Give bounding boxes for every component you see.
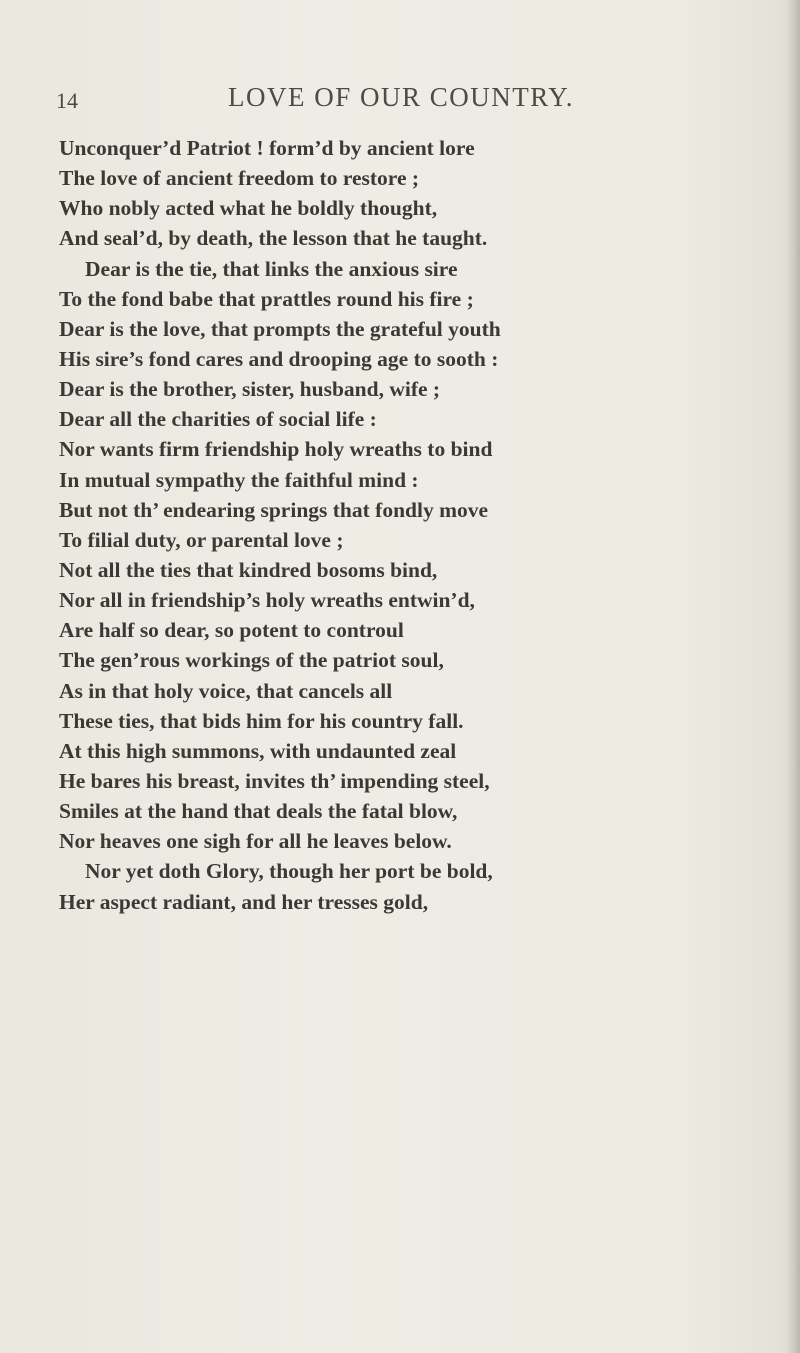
poem-line: Unconquer’d Patriot ! form’d by ancient lore <box>59 136 475 160</box>
poem-line: He bares his breast, invites th’ impending steel, <box>59 768 490 793</box>
poem-line: As in that holy voice, that cancels all <box>59 678 393 703</box>
poem-line: And seal’d, by death, the lesson that he taught. <box>59 226 488 251</box>
poem-line: Dear is the brother, sister, husband, wife ; <box>59 377 441 402</box>
poem-line: But not th’ endearing springs that fondly move <box>59 497 489 522</box>
page-edge-shadow <box>786 0 800 1353</box>
poem-line: Nor heaves one sigh for all he leaves below. <box>59 829 452 854</box>
poem-line: Nor yet doth Glory, though her port be bold, <box>85 859 493 884</box>
poem-line: These ties, that bids him for his country fall. <box>59 708 464 733</box>
running-title: LOVE OF OUR COUNTRY. <box>228 82 575 112</box>
poem-line: Nor all in friendship’s holy wreaths entwin’d, <box>59 588 475 613</box>
poem-line: At this high summons, with undaunted zeal <box>59 738 457 763</box>
poem-line: Who nobly acted what he boldly thought, <box>59 196 438 221</box>
poem-line: To the fond babe that prattles round his fire ; <box>59 286 474 311</box>
poem-line: Smiles at the hand that deals the fatal blow, <box>59 799 458 824</box>
poem-line: To filial duty, or parental love ; <box>59 527 344 552</box>
page-number: 14 <box>56 88 78 113</box>
poem-line: Not all the ties that kindred bosoms bind, <box>59 557 438 582</box>
poem-line: Dear is the love, that prompts the grateful youth <box>59 316 501 341</box>
poem-line: His sire’s fond cares and drooping age to sooth : <box>59 346 499 371</box>
poem-line: Nor wants firm friendship holy wreaths to bind <box>59 437 493 462</box>
poem-line: Dear all the charities of social life : <box>59 407 377 432</box>
page-header <box>56 82 616 122</box>
poem-line: The love of ancient freedom to restore ; <box>59 166 420 191</box>
poem-line: The gen’rous workings of the patriot soul, <box>59 648 444 673</box>
poem-text <box>59 133 759 917</box>
poem-line: Her aspect radiant, and her tresses gold, <box>59 889 429 914</box>
poem-line: In mutual sympathy the faithful mind : <box>59 467 419 492</box>
poem-line: Are half so dear, so potent to controul <box>59 618 404 643</box>
poem-line: Dear is the tie, that links the anxious sire <box>85 256 458 281</box>
